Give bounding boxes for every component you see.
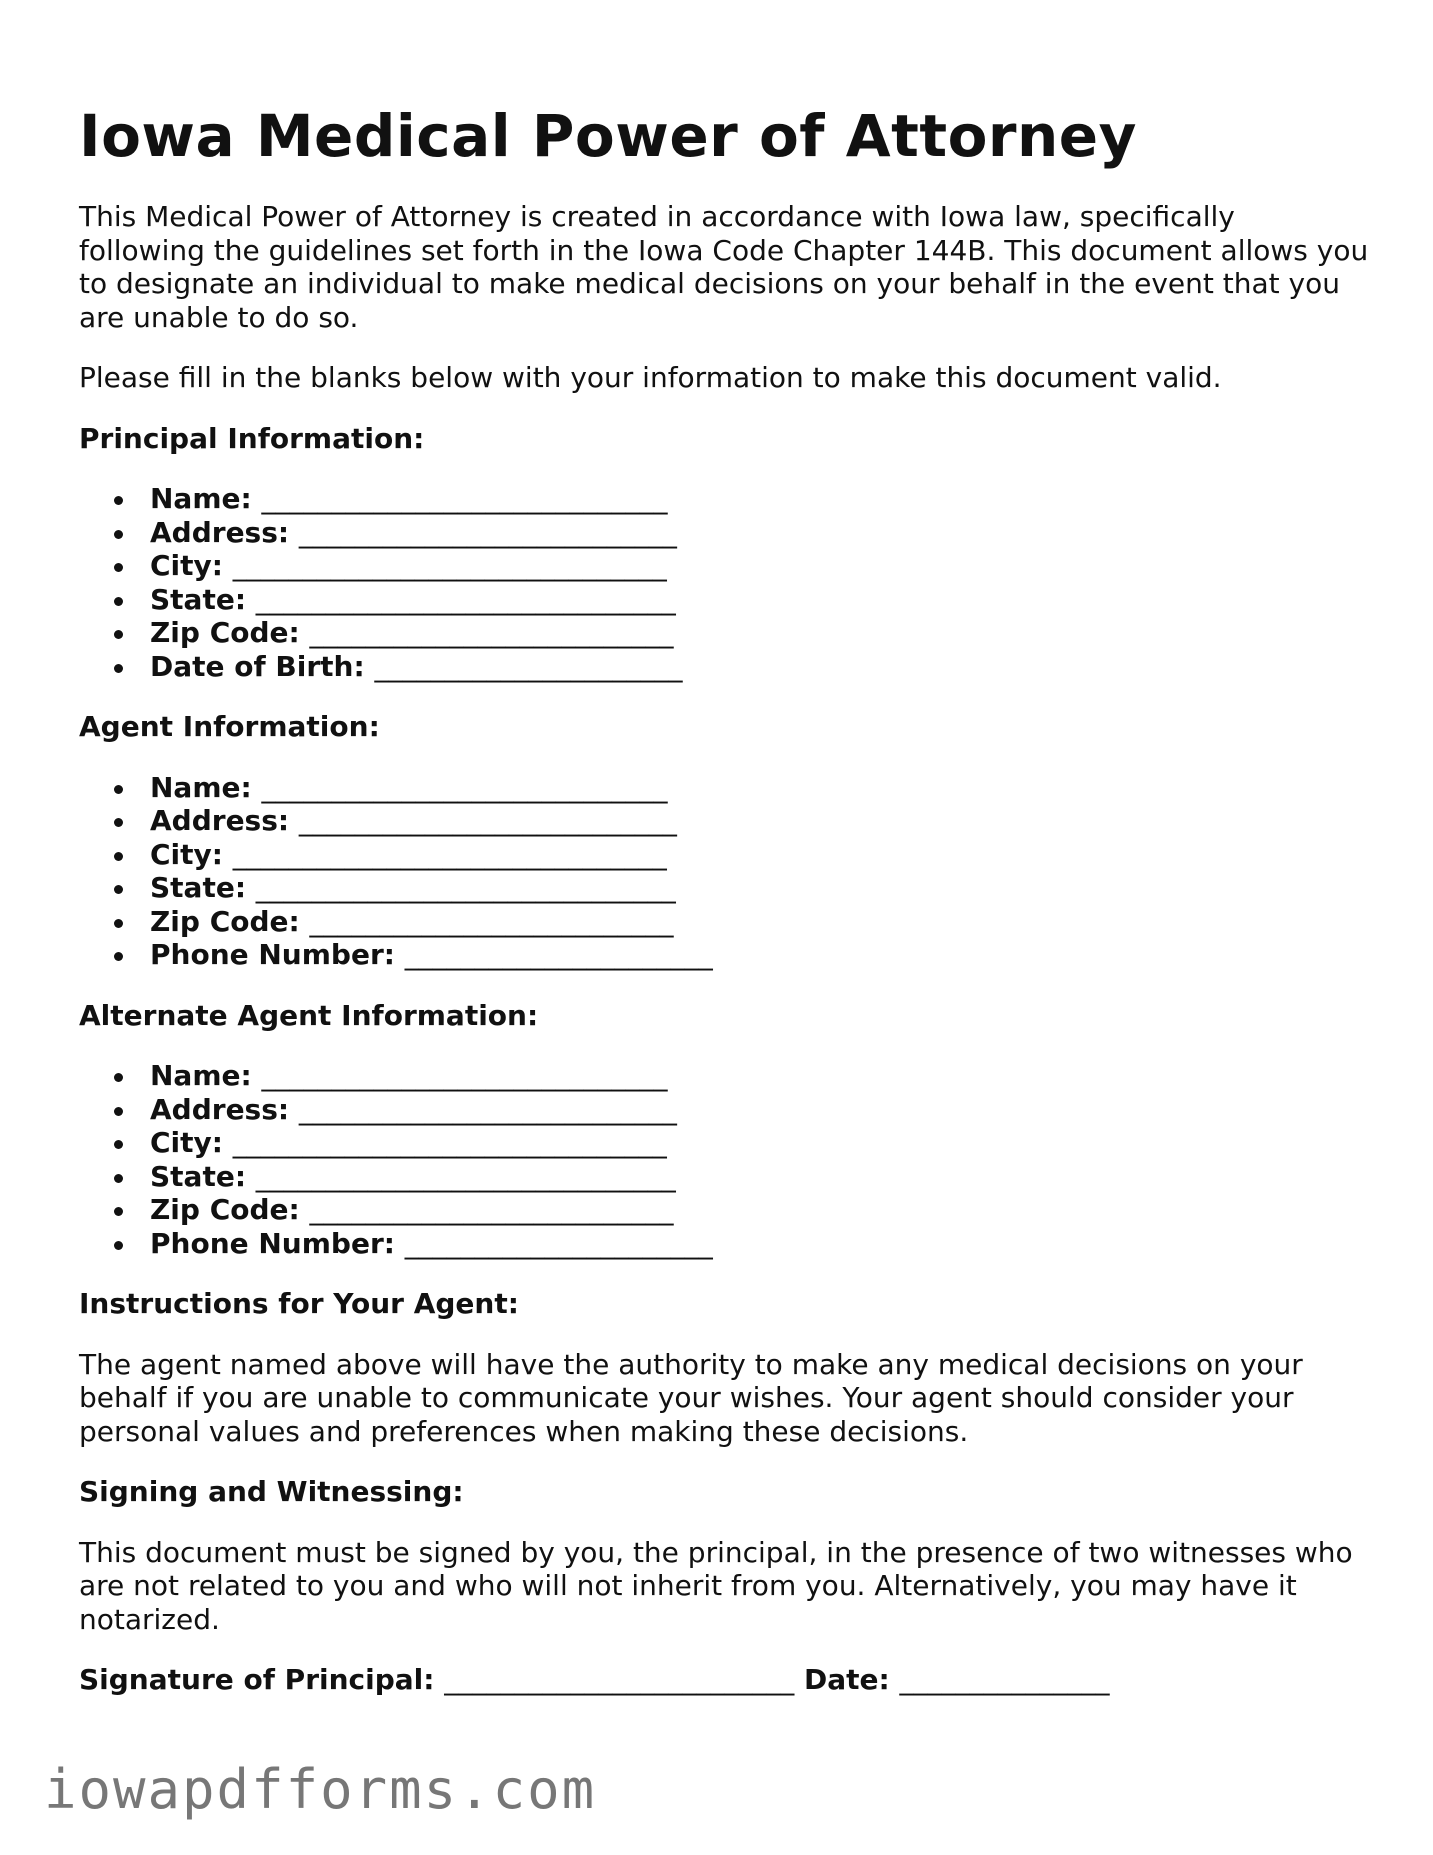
site-watermark: iowapdfforms.com: [44, 1758, 597, 1821]
principal-city-field[interactable]: City: _______________________________: [150, 549, 1369, 583]
agent-city-field[interactable]: City: _______________________________: [150, 838, 1369, 872]
date-label: Date:: [803, 1663, 890, 1696]
principal-zip-field[interactable]: Zip Code: __________________________: [150, 616, 1369, 650]
alternate-agent-address-field[interactable]: Address: ___________________________: [150, 1093, 1369, 1127]
document-page: [79, 96, 1369, 1697]
document-title: Iowa Medical Power of Attorney: [79, 102, 1137, 170]
principal-dob-field[interactable]: Date of Birth: ______________________: [150, 650, 1369, 684]
principal-fields: [79, 482, 1369, 683]
agent-zip-field[interactable]: Zip Code: __________________________: [150, 905, 1369, 939]
agent-state-field[interactable]: State: ______________________________: [150, 871, 1369, 905]
alternate-agent-zip-field[interactable]: Zip Code: __________________________: [150, 1193, 1369, 1227]
signing-heading: Signing and Witnessing:: [79, 1475, 464, 1508]
signature-blank[interactable]: _________________________: [444, 1663, 795, 1696]
signature-label: Signature of Principal:: [79, 1663, 435, 1696]
alternate-agent-heading: Alternate Agent Information:: [79, 998, 539, 1032]
alternate-agent-city-field[interactable]: City: _______________________________: [150, 1126, 1369, 1160]
alternate-agent-fields: [79, 1059, 1369, 1260]
agent-fields: [79, 771, 1369, 972]
agent-address-field[interactable]: Address: ___________________________: [150, 804, 1369, 838]
intro-paragraph: This Medical Power of Attorney is created in accordance with Iowa law, specifically following the guidelines set forth in the Iowa Code Chapter 144B. This document allows you to designate an individual to make medical decisions on your behalf in the event that you are unable to do so.: [79, 200, 1369, 334]
alternate-agent-state-field[interactable]: State: ______________________________: [150, 1160, 1369, 1194]
principal-state-field[interactable]: State: ______________________________: [150, 583, 1369, 617]
signature-line: [79, 1663, 1369, 1697]
agent-phone-field[interactable]: Phone Number: ______________________: [150, 938, 1369, 972]
principal-address-field[interactable]: Address: ___________________________: [150, 516, 1369, 550]
instructions-heading: Instructions for Your Agent:: [79, 1287, 519, 1320]
alternate-agent-phone-field[interactable]: Phone Number: ______________________: [150, 1227, 1369, 1261]
instructions-paragraph: The agent named above will have the authority to make any medical decisions on your behalf if you are unable to communicate your wishes. Your agent should consider your personal values and preferences when making these decisions.: [79, 1347, 1303, 1448]
date-blank[interactable]: _______________: [899, 1663, 1110, 1696]
agent-name-field[interactable]: Name: _____________________________: [150, 771, 1369, 805]
agent-heading: Agent Information:: [79, 710, 380, 743]
alternate-agent-name-field[interactable]: Name: _____________________________: [150, 1059, 1369, 1093]
signing-paragraph: This document must be signed by you, the principal, in the presence of two witnesses who are not related to you and who will not inherit from you. Alternatively, you may have it notarized.: [79, 1535, 1353, 1636]
principal-name-field[interactable]: Name: _____________________________: [150, 482, 1369, 516]
principal-heading: Principal Information:: [79, 421, 425, 455]
fill-instructions: Please fill in the blanks below with your information to make this document valid.: [79, 361, 1222, 394]
